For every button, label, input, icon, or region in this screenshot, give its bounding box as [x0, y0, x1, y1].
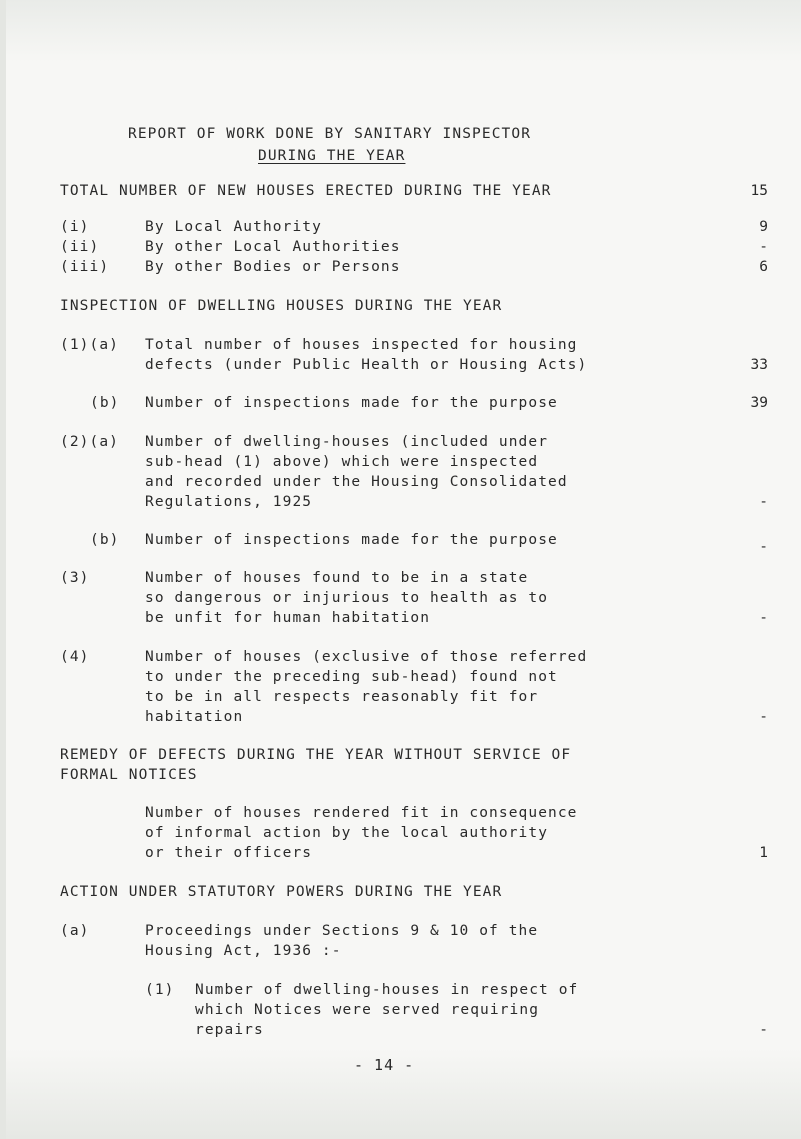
remedy-heading: FORMAL NOTICES [60, 767, 198, 783]
item-label: (a) [60, 923, 90, 939]
remedy-text: or their officers [145, 845, 313, 861]
item-value: - [759, 709, 768, 725]
item-label: (2)(a) [60, 434, 119, 450]
report-title: REPORT OF WORK DONE BY SANITARY INSPECTOR [128, 126, 532, 142]
remedy-value: 1 [759, 845, 768, 861]
item-label: (1) [145, 982, 175, 998]
inspection-heading: INSPECTION OF DWELLING HOUSES DURING THE YEAR [60, 298, 503, 314]
item-value: 9 [759, 219, 768, 235]
item-text: repairs [195, 1022, 264, 1038]
item-text: to be in all respects reasonably fit for [145, 689, 539, 705]
remedy-text: Number of houses rendered fit in consequence [145, 805, 578, 821]
new-houses-heading: TOTAL NUMBER OF NEW HOUSES ERECTED DURING THE YEAR [60, 183, 552, 199]
item-label: (iii) [60, 259, 110, 275]
item-text: Proceedings under Sections 9 & 10 of the [145, 923, 539, 939]
item-label: (1)(a) [60, 337, 119, 353]
item-text: Number of dwelling-houses in respect of [195, 982, 579, 998]
item-value: - [759, 539, 768, 555]
item-text: By other Local Authorities [145, 239, 401, 255]
remedy-heading: REMEDY OF DEFECTS DURING THE YEAR WITHOUT SERVICE OF [60, 747, 572, 763]
item-text: sub-head (1) above) which were inspected [145, 454, 539, 470]
top-shadow [0, 0, 801, 62]
item-text: Total number of houses inspected for housing [145, 337, 578, 353]
item-label: (3) [60, 570, 90, 586]
item-value: - [759, 1022, 768, 1038]
item-text: be unfit for human habitation [145, 610, 431, 626]
item-value: 33 [750, 357, 768, 373]
report-subtitle: DURING THE YEAR [258, 148, 406, 164]
page-edge [0, 0, 6, 1139]
item-value: - [759, 239, 768, 255]
item-text: and recorded under the Housing Consolidated [145, 474, 568, 490]
item-value: - [759, 610, 768, 626]
item-value: 39 [750, 395, 768, 411]
item-label: (i) [60, 219, 90, 235]
new-houses-total: 15 [750, 183, 768, 199]
item-text: Number of houses found to be in a state [145, 570, 529, 586]
item-text: Number of inspections made for the purpose [145, 532, 558, 548]
item-text: defects (under Public Health or Housing Acts) [145, 357, 588, 373]
item-text: to under the preceding sub-head) found not [145, 669, 558, 685]
item-label: (4) [60, 649, 90, 665]
item-label: (ii) [60, 239, 100, 255]
item-text: By other Bodies or Persons [145, 259, 401, 275]
item-text: By Local Authority [145, 219, 322, 235]
remedy-text: of informal action by the local authority [145, 825, 549, 841]
item-label: (b) [90, 532, 120, 548]
page-number: - 14 - [354, 1056, 415, 1074]
item-text: Number of inspections made for the purpose [145, 395, 558, 411]
item-value: - [759, 494, 768, 510]
action-heading: ACTION UNDER STATUTORY POWERS DURING THE YEAR [60, 884, 503, 900]
item-text: Housing Act, 1936 :- [145, 943, 342, 959]
item-text: habitation [145, 709, 244, 725]
item-text: so dangerous or injurious to health as to [145, 590, 549, 606]
item-label: (b) [90, 395, 120, 411]
item-value: 6 [759, 259, 768, 275]
item-text: Number of dwelling-houses (included under [145, 434, 549, 450]
item-text: Number of houses (exclusive of those referred [145, 649, 588, 665]
item-text: which Notices were served requiring [195, 1002, 540, 1018]
item-text: Regulations, 1925 [145, 494, 313, 510]
